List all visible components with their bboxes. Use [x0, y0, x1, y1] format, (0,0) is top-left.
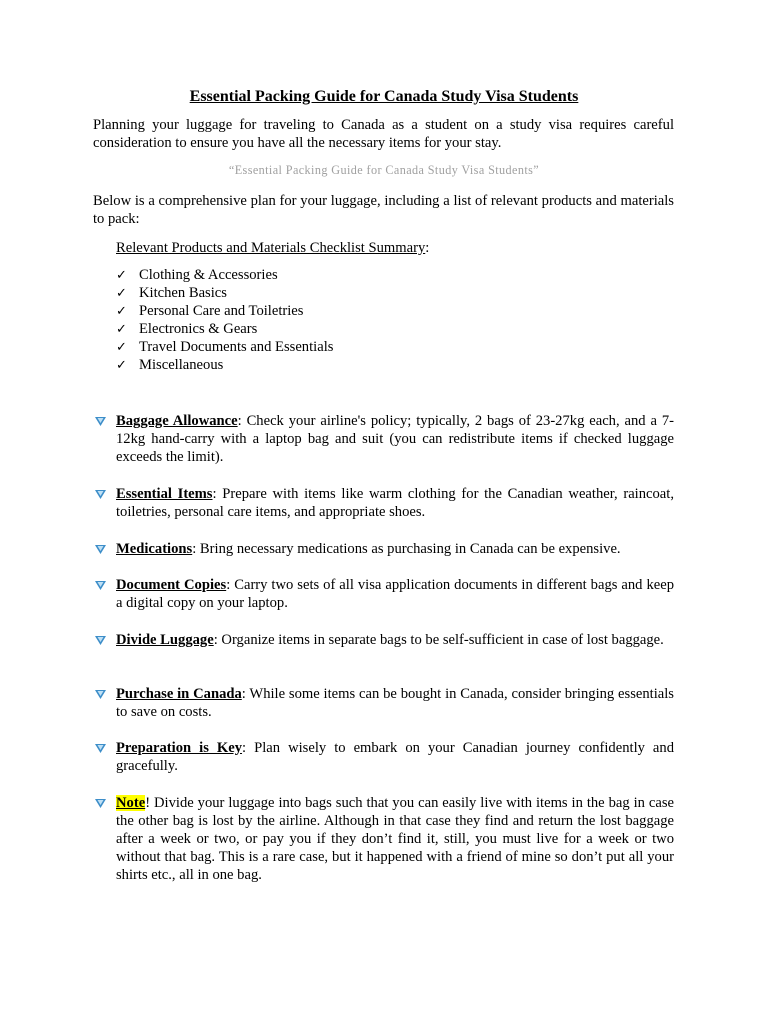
bullet-separator: :: [212, 486, 217, 502]
bullet-separator: :: [241, 686, 246, 702]
bullet-term: Purchase in Canada: [116, 686, 242, 702]
bullet-description: Organize items in separate bags to be self-sufficient in case of lost baggage.: [217, 632, 664, 648]
intro-paragraph: Planning your luggage for traveling to Canada as a student on a study visa requires careful consideration to ensure you have all the necessary items for your stay.: [93, 117, 674, 151]
bullet-term: Divide Luggage: [116, 632, 214, 648]
bullet-term: Essential Items: [116, 486, 213, 502]
checkmark-icon: ✓: [116, 304, 127, 319]
checklist-item-label: Clothing & Accessories: [139, 267, 278, 283]
gem-bullet-icon: [93, 540, 116, 558]
bullet-separator: !: [145, 795, 151, 811]
bullet-separator: :: [237, 413, 242, 429]
gem-bullet-icon: [93, 631, 116, 649]
checklist-item-label: Personal Care and Toiletries: [139, 303, 304, 319]
gem-bullet-icon: [93, 739, 116, 775]
gem-bullet-icon: [93, 412, 116, 466]
bullet-item-divide-luggage: [93, 631, 674, 649]
bullet-description: Check your airline's policy; typically, 2 bags of 23-27kg each, and a 7-12kg hand-carry with a laptop bag and suit (you can redistribute items if checked luggage exceeds the limit).: [116, 413, 674, 465]
checklist-summary-heading-colon: :: [425, 240, 430, 256]
checklist-item: [116, 320, 333, 338]
checkmark-icon: ✓: [116, 340, 127, 355]
bullet-separator: :: [242, 740, 247, 756]
bullet-term: Medications: [116, 541, 193, 557]
bullet-description: Divide your luggage into bags such that you can easily live with items in the bag in case the other bag is lost by the airline. Although in that case they find and return the lost baggage after a week or two, or pay you if they don’t find it, still, you must live for a week or two without that bag. This is a rare case, but it happened with a friend of mine so don’t put all your shirts etc., all in one bag.: [116, 795, 674, 883]
checklist-item: [116, 284, 333, 302]
bullet-item-preparation-is-key: [93, 739, 674, 775]
bullet-term-highlighted: Note: [116, 795, 146, 811]
checklist-item: [116, 338, 333, 356]
checklist-item: [116, 356, 333, 374]
checklist-item-label: Miscellaneous: [139, 357, 224, 373]
plan-intro-paragraph: Below is a comprehensive plan for your luggage, including a list of relevant products and materials to pack:: [93, 193, 674, 227]
checklist-item-label: Travel Documents and Essentials: [139, 339, 334, 355]
gem-bullet-icon: [93, 685, 116, 721]
checklist-summary-heading-text: Relevant Products and Materials Checklist Summary: [116, 240, 426, 256]
checkmark-icon: ✓: [116, 358, 127, 373]
gem-bullet-icon: [93, 794, 116, 884]
bullet-separator: :: [226, 577, 231, 593]
bullet-item-medications: [93, 540, 674, 558]
bullet-separator: :: [192, 541, 197, 557]
bullet-term: Document Copies: [116, 577, 227, 593]
bullet-separator: :: [213, 632, 218, 648]
bullet-term: Preparation is Key: [116, 740, 243, 756]
checklist-item-label: Kitchen Basics: [139, 285, 227, 301]
gem-bullet-icon: [93, 576, 116, 612]
bullet-item-note: [93, 794, 674, 884]
checkmark-icon: ✓: [116, 268, 127, 283]
bullet-description: Carry two sets of all visa application documents in different bags and keep a digital copy on your laptop.: [116, 577, 674, 611]
bullet-item-baggage-allowance: [93, 412, 674, 466]
checklist-item: [116, 266, 333, 284]
bullet-term: Baggage Allowance: [116, 413, 238, 429]
checklist-summary-heading: [116, 239, 429, 257]
checklist-item: [116, 302, 333, 320]
checkmark-icon: ✓: [116, 322, 127, 337]
bullet-item-purchase-in-canada: [93, 685, 674, 721]
bullet-description: While some items can be bought in Canada, consider bringing essentials to save on costs.: [116, 686, 674, 720]
checklist-item-label: Electronics & Gears: [139, 321, 258, 337]
document-title: Essential Packing Guide for Canada Study Visa Students: [189, 88, 579, 105]
image-caption: “Essential Packing Guide for Canada Study Visa Students”: [228, 163, 540, 177]
bullet-item-document-copies: [93, 576, 674, 612]
checkmark-icon: ✓: [116, 286, 127, 301]
bullet-description: Bring necessary medications as purchasing in Canada can be expensive.: [196, 541, 621, 557]
bullet-item-essential-items: [93, 485, 674, 521]
bullet-description: Prepare with items like warm clothing for the Canadian weather, raincoat, toiletries, personal care items, and appropriate shoes.: [116, 486, 674, 520]
gem-bullet-icon: [93, 485, 116, 521]
checklist: [116, 266, 333, 374]
bullet-description: Plan wisely to embark on your Canadian journey confidently and gracefully.: [116, 740, 675, 774]
